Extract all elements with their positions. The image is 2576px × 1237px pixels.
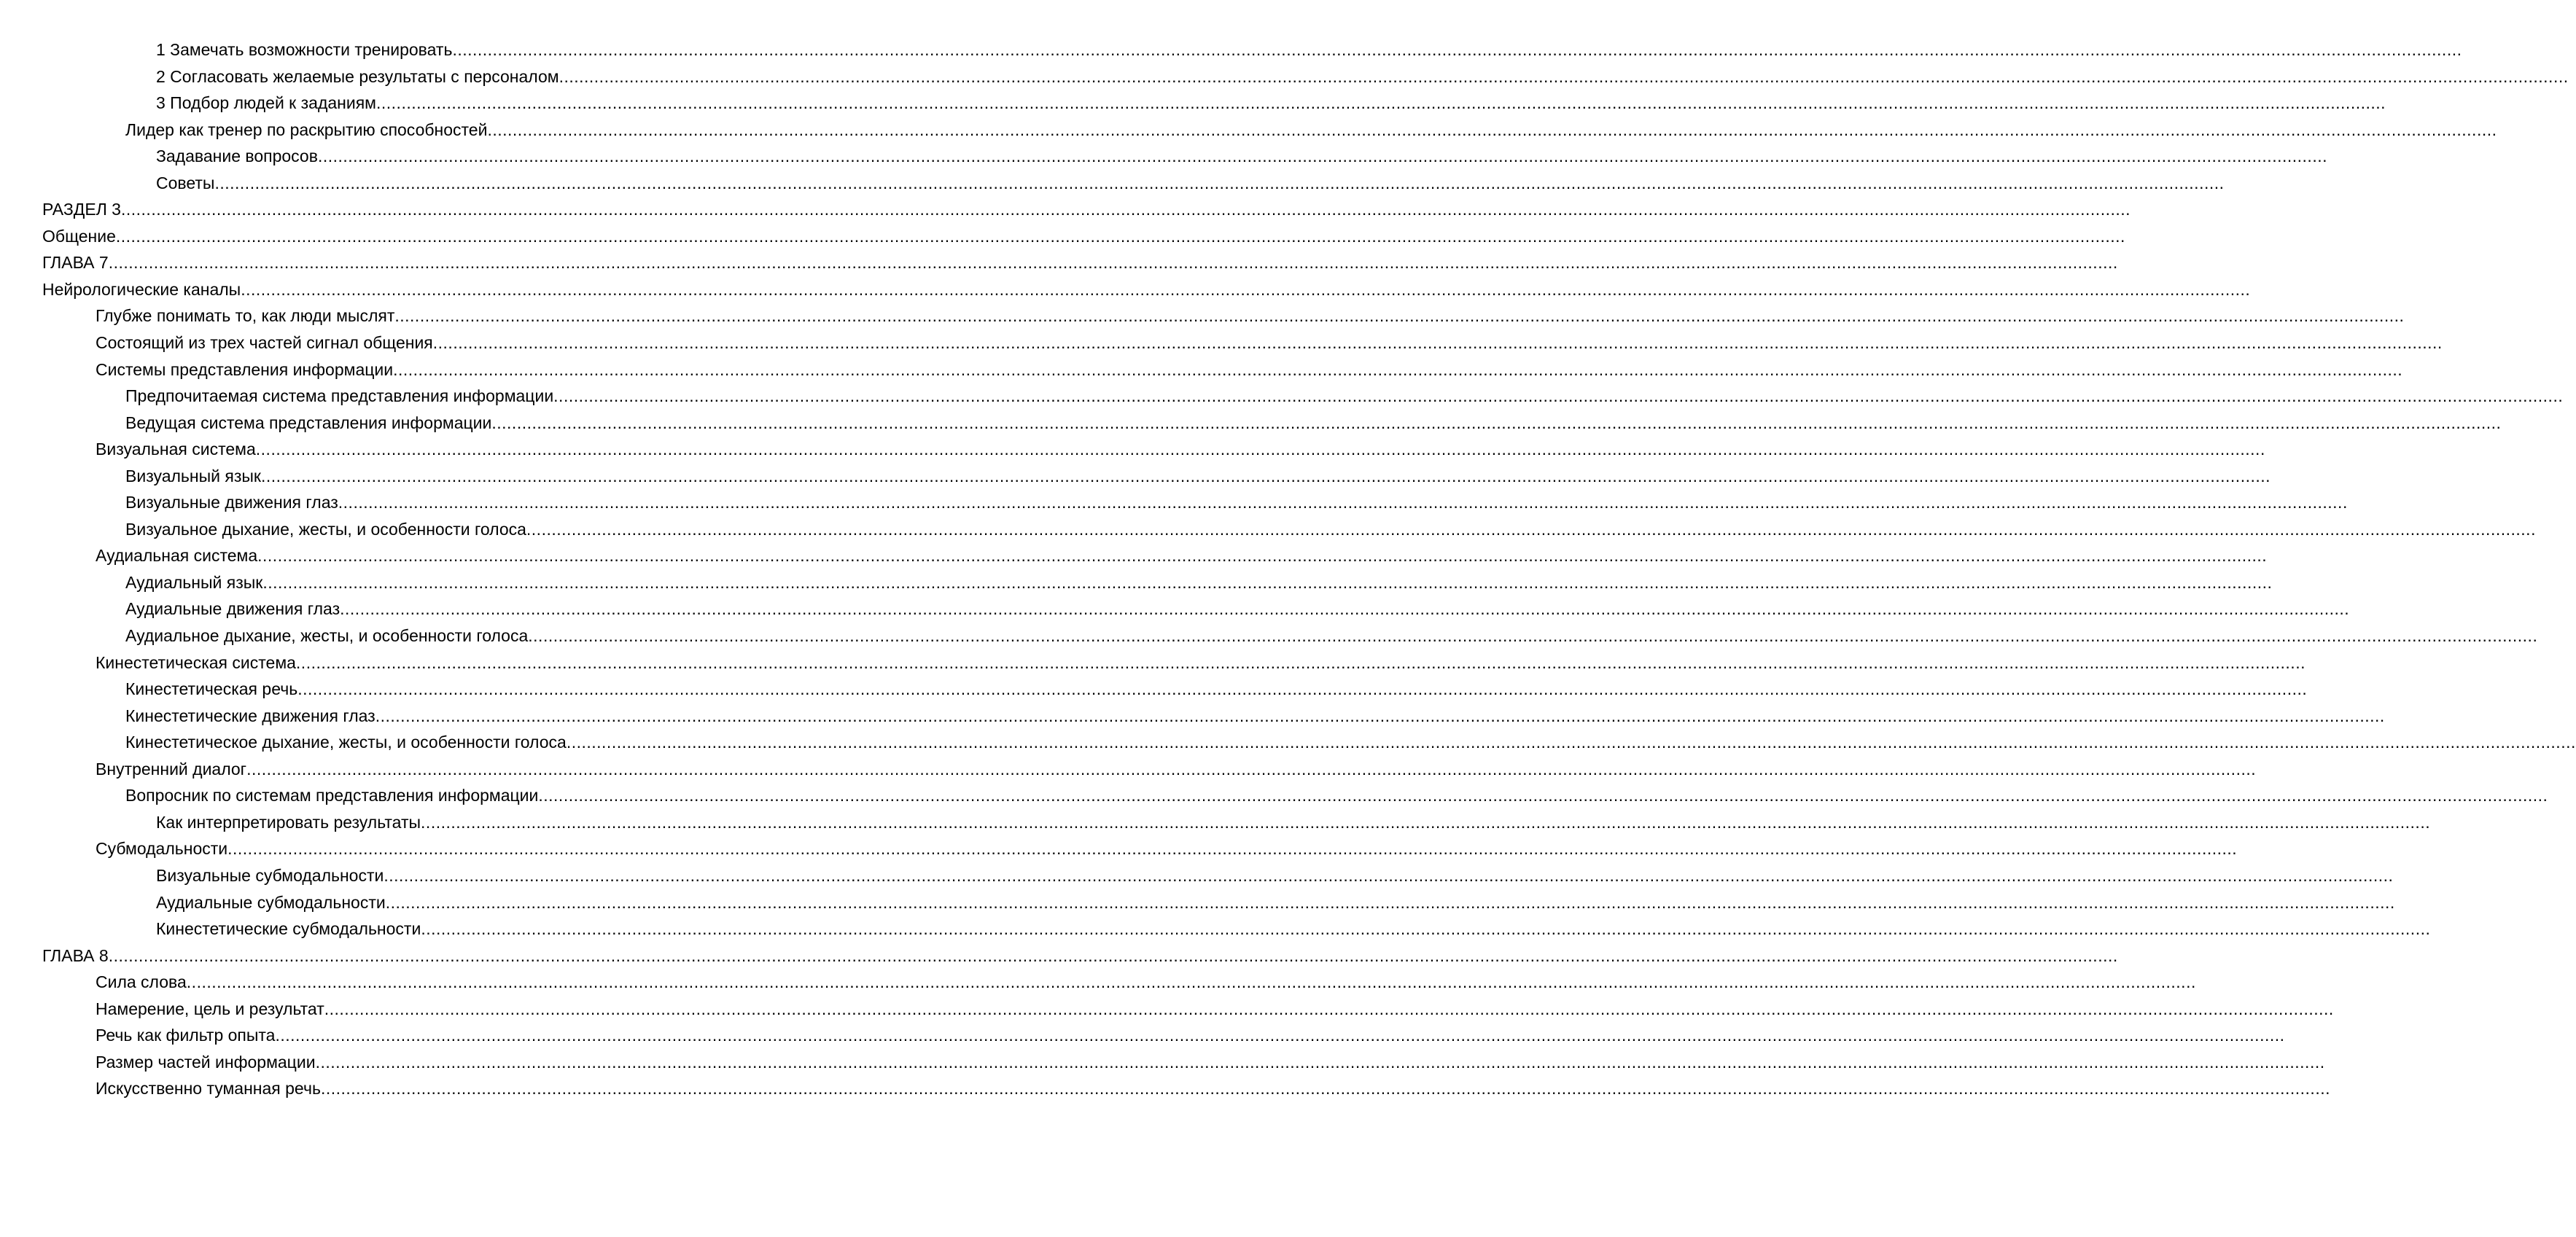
toc-leader-dots: ................................................................................................................................................................................................................................................................................................................................................................................................................ <box>538 786 2548 805</box>
toc-entry-label: Визуальные движения глаз <box>125 493 338 512</box>
toc-entry[interactable] <box>0 625 2538 652</box>
toc-leader-dots: ................................................................................................................................................................................................................................................................................................................................................................................................................ <box>338 493 2348 512</box>
toc-entry[interactable] <box>0 1052 2325 1079</box>
toc-entry-label: Аудиальная система <box>96 546 258 566</box>
toc-leader-dots: ................................................................................................................................................................................................................................................................................................................................................................................................................ <box>255 440 2265 459</box>
toc-leader-dots: ................................................................................................................................................................................................................................................................................................................................................................................................................ <box>275 1026 2285 1045</box>
toc-entry[interactable] <box>0 1078 2330 1105</box>
toc-entry[interactable] <box>0 279 2251 306</box>
toc-leader-dots: ................................................................................................................................................................................................................................................................................................................................................................................................................ <box>526 519 2536 539</box>
toc-leader-dots: ................................................................................................................................................................................................................................................................................................................................................................................................................ <box>214 173 2225 192</box>
toc-leader-dots: ................................................................................................................................................................................................................................................................................................................................................................................................................ <box>115 226 2125 246</box>
toc-entry-label: Аудиальный язык <box>125 572 263 592</box>
toc-entry[interactable] <box>0 66 2569 93</box>
toc-entry[interactable] <box>0 972 2196 999</box>
toc-entry[interactable] <box>0 305 2405 332</box>
toc-entry-label: 3 Подбор людей к заданиям <box>156 93 376 113</box>
toc-leader-dots: ................................................................................................................................................................................................................................................................................................................................................................................................................ <box>491 413 2502 432</box>
toc-leader-dots: ................................................................................................................................................................................................................................................................................................................................................................................................................ <box>384 865 2394 885</box>
toc-entry-label: Общение <box>42 226 116 246</box>
toc-entry-label: ГЛАВА 8 <box>42 945 109 965</box>
toc-entry[interactable] <box>0 359 2403 386</box>
toc-entry-label: Советы <box>156 173 215 192</box>
toc-leader-dots: ................................................................................................................................................................................................................................................................................................................................................................................................................ <box>317 147 2327 166</box>
toc-entry-label: Аудиальные движения глаз <box>125 599 341 619</box>
toc-entry-label: Кинестетическая система <box>96 652 296 672</box>
toc-entry[interactable] <box>0 93 2386 120</box>
toc-entry[interactable] <box>0 1025 2285 1052</box>
toc-entry-label: ГЛАВА 7 <box>42 253 109 273</box>
toc-leader-dots: ................................................................................................................................................................................................................................................................................................................................................................................................................ <box>566 733 2576 752</box>
toc-leader-dots: ................................................................................................................................................................................................................................................................................................................................................................................................................ <box>385 892 2395 912</box>
toc-entry[interactable] <box>0 865 2394 892</box>
toc-entry[interactable] <box>0 120 2497 147</box>
toc-leader-dots: ................................................................................................................................................................................................................................................................................................................................................................................................................ <box>186 972 2196 992</box>
toc-entry-label: Визуальная система <box>96 440 256 459</box>
toc-entry[interactable] <box>0 413 2502 440</box>
toc-leader-dots: ................................................................................................................................................................................................................................................................................................................................................................................................................ <box>120 200 2131 219</box>
toc-entry-label: Кинестетическая речь <box>125 679 298 699</box>
toc-leader-dots: ................................................................................................................................................................................................................................................................................................................................................................................................................ <box>320 1079 2330 1099</box>
toc-leader-dots: ................................................................................................................................................................................................................................................................................................................................................................................................................ <box>315 1052 2325 1072</box>
toc-entry[interactable] <box>0 706 2385 733</box>
toc-entry-label: Намерение, цель и результат <box>96 999 324 1018</box>
toc-leader-dots: ................................................................................................................................................................................................................................................................................................................................................................................................................ <box>553 386 2564 406</box>
toc-leader-dots: ................................................................................................................................................................................................................................................................................................................................................................................................................ <box>324 999 2334 1018</box>
toc-leader-dots: ................................................................................................................................................................................................................................................................................................................................................................................................................ <box>394 306 2405 326</box>
toc-entry-label: Размер частей информации <box>96 1052 316 1072</box>
toc-entry[interactable] <box>0 332 2443 359</box>
toc-entry[interactable] <box>0 945 2118 972</box>
toc-entry[interactable] <box>0 679 2308 706</box>
toc-entry-label: Сила слова <box>96 972 187 992</box>
toc-entry-label: Речь как фильтр опыта <box>96 1026 276 1045</box>
toc-entry-label: Визуальные субмодальности <box>156 865 384 885</box>
toc-leader-dots: ................................................................................................................................................................................................................................................................................................................................................................................................................ <box>376 93 2386 113</box>
toc-entry-label: Нейрологические каналы <box>42 279 241 299</box>
toc-entry-label: Визуальное дыхание, жесты, и особенности голоса <box>125 519 526 539</box>
toc-leader-dots: ................................................................................................................................................................................................................................................................................................................................................................................................................ <box>241 279 2251 299</box>
toc-entry[interactable] <box>0 572 2273 599</box>
toc-leader-dots: ................................................................................................................................................................................................................................................................................................................................................................................................................ <box>421 812 2431 832</box>
toc-leader-dots: ................................................................................................................................................................................................................................................................................................................................................................................................................ <box>108 945 2118 965</box>
toc-leader-dots: ................................................................................................................................................................................................................................................................................................................................................................................................................ <box>340 599 2350 619</box>
toc-entry[interactable] <box>0 759 2257 786</box>
toc-entry-label: Аудиальное дыхание, жесты, и особенности голоса <box>125 626 529 646</box>
toc-leader-dots: ................................................................................................................................................................................................................................................................................................................................................................................................................ <box>421 919 2431 939</box>
toc-entry[interactable] <box>0 918 2431 945</box>
toc-entry-label: Как интерпретировать результаты <box>156 812 421 832</box>
toc-entry-label: 1 Замечать возможности тренировать <box>156 40 453 59</box>
toc-leader-dots: ................................................................................................................................................................................................................................................................................................................................................................................................................ <box>295 652 2305 672</box>
toc-entry[interactable] <box>0 892 2395 919</box>
toc-entry[interactable] <box>0 466 2271 493</box>
toc-leader-dots: ................................................................................................................................................................................................................................................................................................................................................................................................................ <box>559 66 2569 86</box>
toc-entry[interactable] <box>0 199 2131 226</box>
toc-entry[interactable] <box>0 545 2268 572</box>
toc-entry[interactable] <box>0 252 2118 279</box>
toc-entry[interactable] <box>0 652 2305 679</box>
toc-leader-dots: ................................................................................................................................................................................................................................................................................................................................................................................................................ <box>297 679 2308 699</box>
toc-leader-dots: ................................................................................................................................................................................................................................................................................................................................................................................................................ <box>262 572 2273 592</box>
toc-entry-label: Ведущая система представления информации <box>125 413 492 432</box>
toc-entry[interactable] <box>0 785 2548 812</box>
toc-entry[interactable] <box>0 439 2265 466</box>
toc-entry[interactable] <box>0 732 2576 759</box>
toc-entry[interactable] <box>0 146 2327 173</box>
toc-entry-label: Задавание вопросов <box>156 147 318 166</box>
toc-entry-label: Предпочитаемая система представления информации <box>125 386 554 406</box>
toc-leader-dots: ................................................................................................................................................................................................................................................................................................................................................................................................................ <box>246 759 2257 779</box>
toc-entry-label: Вопросник по системам представления информации <box>125 786 539 805</box>
toc-entry-label: Кинестетическое дыхание, жесты, и особенности голоса <box>125 733 567 752</box>
toc-entry-label: Аудиальные субмодальности <box>156 892 386 912</box>
toc-leader-dots: ................................................................................................................................................................................................................................................................................................................................................................................................................ <box>528 626 2538 646</box>
toc-leader-dots: ................................................................................................................................................................................................................................................................................................................................................................................................................ <box>432 333 2443 353</box>
toc-entry-label: Визуальный язык <box>125 466 261 485</box>
toc-leader-dots: ................................................................................................................................................................................................................................................................................................................................................................................................................ <box>227 839 2238 859</box>
toc-leader-dots: ................................................................................................................................................................................................................................................................................................................................................................................................................ <box>452 40 2462 59</box>
toc-leader-dots: ................................................................................................................................................................................................................................................................................................................................................................................................................ <box>108 253 2118 273</box>
toc-entry-label: Кинестетические движения глаз <box>125 706 375 725</box>
toc-leader-dots: ................................................................................................................................................................................................................................................................................................................................................................................................................ <box>260 466 2271 485</box>
toc-leader-dots: ................................................................................................................................................................................................................................................................................................................................................................................................................ <box>257 546 2268 566</box>
toc-leader-dots: ................................................................................................................................................................................................................................................................................................................................................................................................................ <box>375 706 2385 725</box>
toc-entry[interactable] <box>0 386 2564 413</box>
toc-entry[interactable] <box>0 598 2350 625</box>
toc-entry[interactable] <box>0 492 2348 519</box>
toc-entry[interactable] <box>0 173 2225 200</box>
toc-entry-label: Системы представления информации <box>96 359 394 379</box>
toc-entry-label: Субмодальности <box>96 839 228 859</box>
toc-entry[interactable] <box>0 519 2536 546</box>
toc-entry[interactable] <box>0 39 2462 66</box>
toc-entry-label: Внутренний диалог <box>96 759 247 779</box>
toc-entry-label: Состоящий из трех частей сигнал общения <box>96 333 433 353</box>
toc-entry[interactable] <box>0 838 2238 865</box>
toc-entry-label: Глубже понимать то, как люди мыслят <box>96 306 395 326</box>
toc-entry-label: Искусственно туманная речь <box>96 1079 321 1099</box>
toc-leader-dots: ................................................................................................................................................................................................................................................................................................................................................................................................................ <box>393 359 2403 379</box>
toc-entry-label: 2 Согласовать желаемые результаты с персоналом <box>156 66 559 86</box>
toc-entry-label: Лидер как тренер по раскрытию способностей <box>125 120 488 139</box>
toc-entry[interactable] <box>0 226 2125 253</box>
toc-leader-dots: ................................................................................................................................................................................................................................................................................................................................................................................................................ <box>487 120 2497 139</box>
toc-entry-label: Кинестетические субмодальности <box>156 919 421 939</box>
toc-entry[interactable] <box>0 999 2334 1026</box>
toc-entry-label: РАЗДЕЛ 3 <box>42 200 121 219</box>
toc-entry[interactable] <box>0 812 2431 839</box>
table-of-contents <box>0 39 2576 1105</box>
